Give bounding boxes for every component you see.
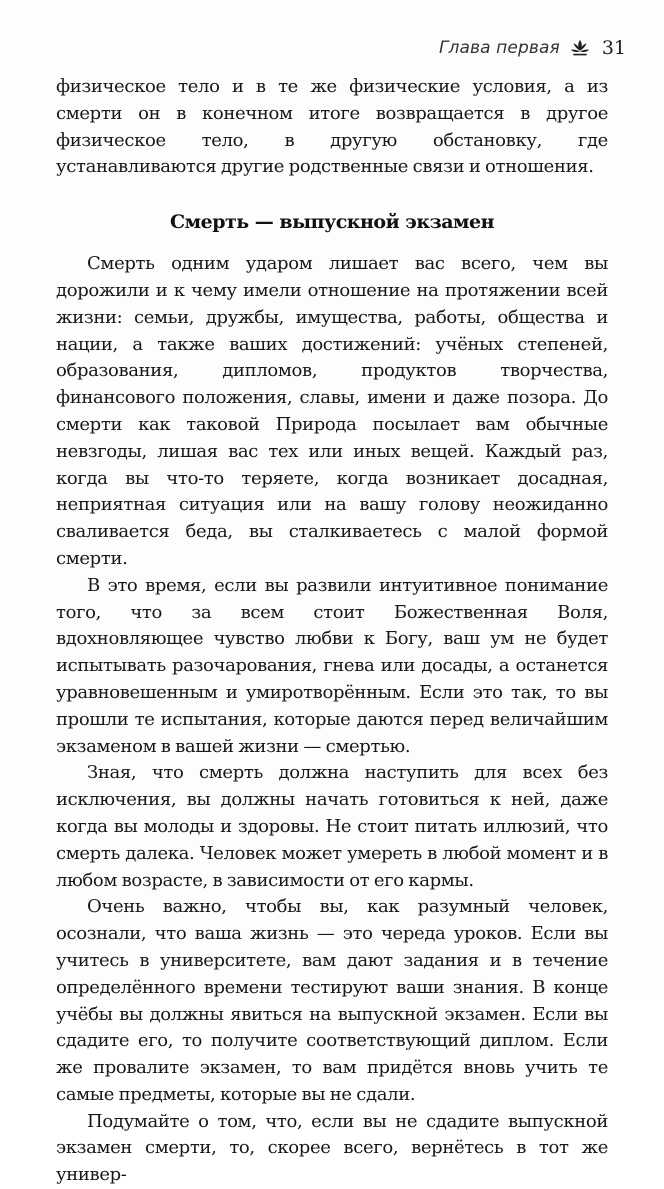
chapter-title: Глава первая — [438, 38, 560, 58]
paragraph-1: Смерть одним ударом лишает вас всего, чем вы дорожили и к чему имели отношение на протяжении всей жизни: семьи, дружбы, имущества, работы, общества и нации, а также ваших достижений: учёных степеней, образования, дипломов, продуктов творчества, финансового положения, славы, имени и даже позора. До смерти как таковой Природа посылает вам обычные невзгоды, лишая вас тех или иных вещей. Каждый раз, когда вы что-то теряете, когда возникает досадная, неприятная ситуация или на вашу голову неожиданно сваливается беда, вы сталкиваетесь с малой формой смерти. — [56, 253, 608, 569]
paragraph-continued: физическое тело и в те же физические условия, а из смерти он в конечном итоге возвращается в другое физическое тело, в другую обстановку, где устанавливаются другие родственные связи и отношения. — [56, 76, 608, 178]
paragraph-5: Подумайте о том, что, если вы не сдадите выпускной экзамен смерти, то, скорее всего, вернётесь в тот же универ- — [56, 1110, 608, 1186]
page-number: 31 — [601, 37, 626, 59]
running-header — [439, 36, 626, 60]
lotus-icon — [570, 39, 590, 57]
section-heading: Смерть — выпускной экзамен — [169, 211, 495, 234]
main-text — [56, 74, 608, 1186]
paragraph-3: Зная, что смерть должна наступить для всех без исключения, вы должны начать готовиться к ней, даже когда вы молоды и здоровы. Не стоит питать иллюзий, что смерть далека. Человек может умереть в любой момент и в любом возрасте, в зависимости от его кармы. — [56, 762, 608, 891]
paragraph-2: В это время, если вы развили интуитивное понимание того, что за всем стоит Божественная Воля, вдохновляющее чувство любви к Богу, ваш ум не будет испытывать разочарования, гнева или досады, а останется уравновешенным и умиротворённым. Если это так, то вы прошли те испытания, которые даются перед величайшим экзаменом в вашей жизни — смертью. — [56, 574, 608, 757]
paragraph-4: Очень важно, чтобы вы, как разумный человек, осознали, что ваша жизнь — это череда уроков. Если вы учитесь в университете, вам дают задания и в течение определённого времени тестируют ваши знания. В конце учёбы вы должны явиться на выпускной экзамен. Если вы сдадите его, то получите соответствующий диплом. Если же провалите экзамен, то вам придётся вновь учить те самые предметы, которые вы не сдали. — [56, 896, 608, 1105]
